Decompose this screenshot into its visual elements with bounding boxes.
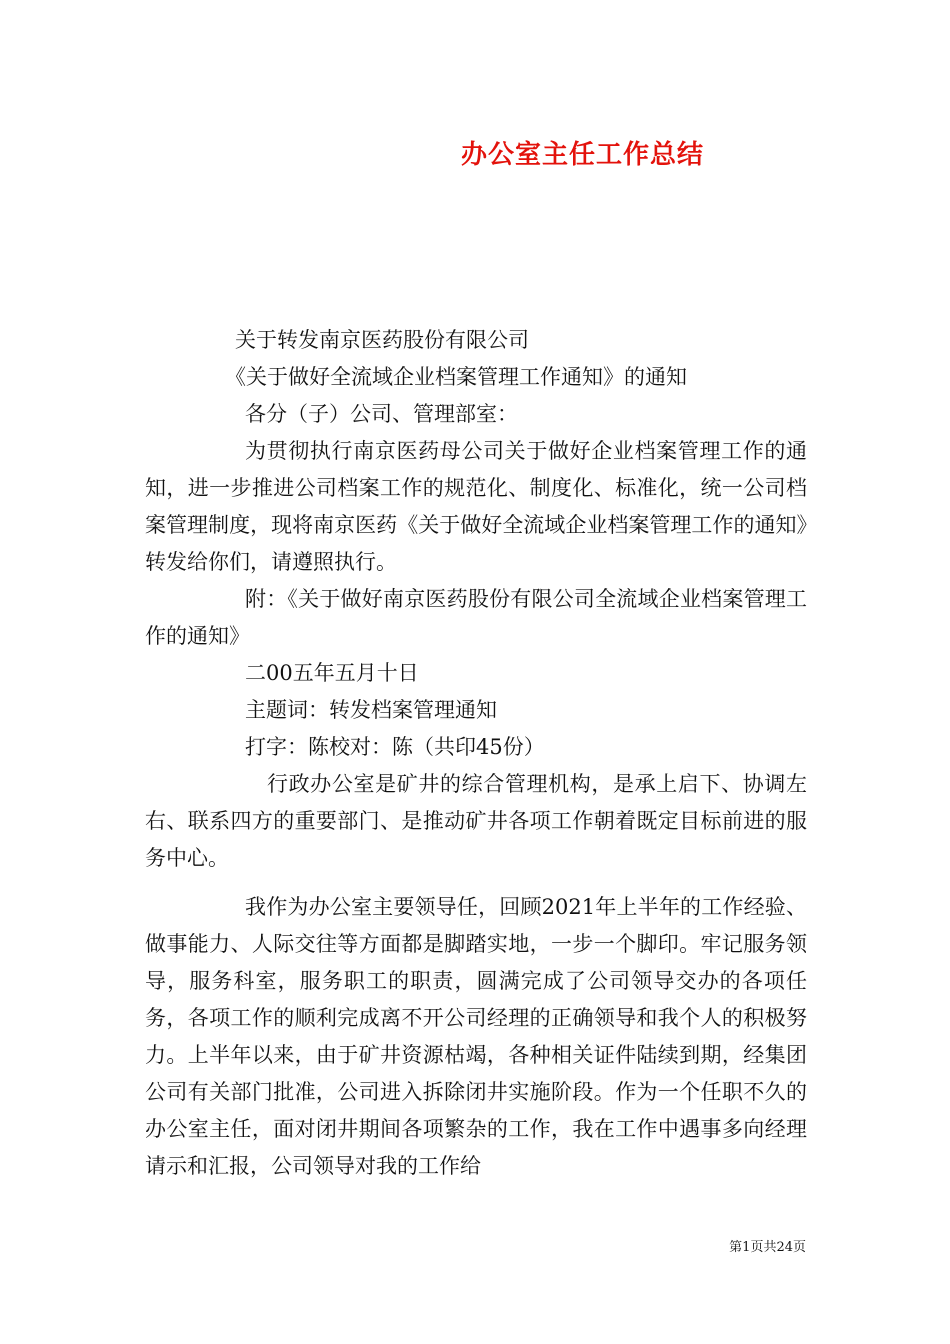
typist-proofreader: 打字：陈校对：陈（共印45份） [245,735,545,759]
document-title: 办公室主任工作总结 [460,140,704,170]
page-number: 第1页共24页 [729,1240,806,1255]
paragraph-notice: 为贯彻执行南京医药母公司关于做好企业档案管理工作的通知，进一步推进公司档案工作的规范化、制度化、标准化，统一公司档案管理制度，现将南京医药《关于做好全流域企业档案管理工作的通知》转发给你们，请遵照执行。 [145,439,807,574]
issue-date: 二00五年五月十日 [245,661,419,685]
subject-words: 主题词：转发档案管理通知 [245,698,497,722]
document-body [145,322,807,1185]
paragraph-work-review: 我作为办公室主要领导任，回顾2021年上半年的工作经验、做事能力、人际交往等方面都是脚踏实地，一步一个脚印。牢记服务领导，服务科室，服务职工的职责，圆满完成了公司领导交办的各项任务，各项工作的顺利完成离不开公司经理的正确领导和我个人的积极努力。上半年以来，由于矿井资源枯竭，各种相关证件陆续到期，经集团公司有关部门批准，公司进入拆除闭井实施阶段。作为一个任职不久的办公室主任，面对闭井期间各项繁杂的工作，我在工作中遇事多向经理请示和汇报，公司领导对我的工作给 [145,895,807,1178]
paragraph-office-intro: 行政办公室是矿井的综合管理机构，是承上启下、协调左右、联系四方的重要部门、是推动矿井各项工作朝着既定目标前进的服务中心。 [145,772,807,870]
notice-heading-line-1: 关于转发南京医药股份有限公司 [235,328,529,352]
notice-heading-line-2: 《关于做好全流域企业档案管理工作通知》的通知 [225,365,687,389]
addressee: 各分（子）公司、管理部室： [245,402,518,426]
paragraph-attachment: 附：《关于做好南京医药股份有限公司全流域企业档案管理工作的通知》 [145,587,807,648]
